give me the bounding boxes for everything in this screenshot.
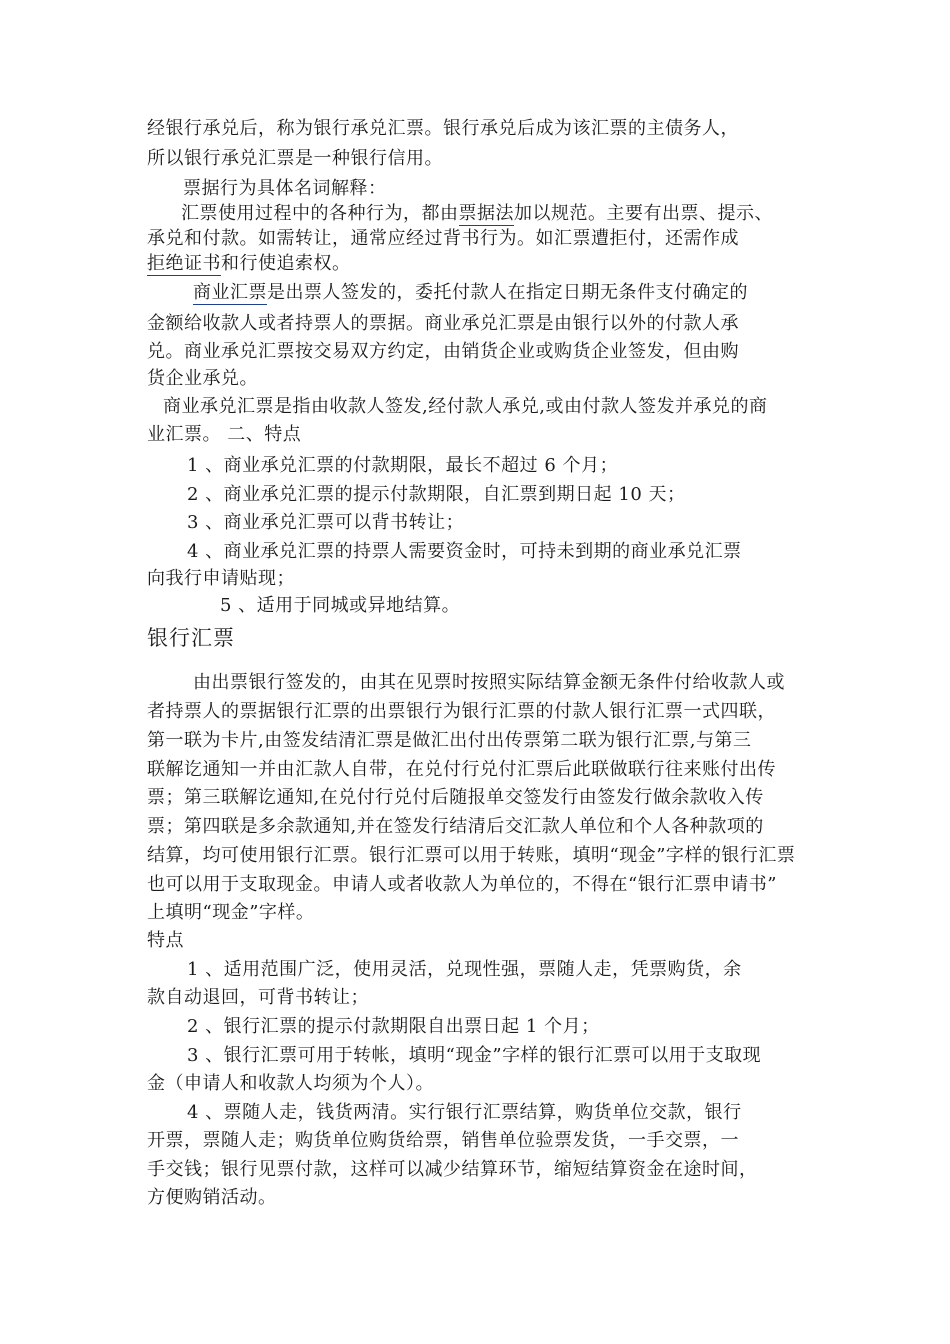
feature-item: 3 、商业承兑汇票可以背书转让； [187,512,465,533]
feature-item: 方便购销活动。 [147,1187,277,1208]
paragraph-line: 票；第四联是多余款通知,并在签发行结清后交汇款人单位和个人各种款项的 [147,816,764,837]
paragraph-line [193,282,748,304]
paragraph-line: 承兑和付款。如需转让，通常应经过背书行为。如汇票遭拒付，还需作成 [147,228,739,249]
paragraph-line: 经银行承兑后，称为银行承兑汇票。银行承兑后成为该汇票的主债务人， [147,118,739,139]
paragraph-line: 结算，均可使用银行汇票。银行汇票可以用于转账，填明“现金”字样的银行汇票 [147,845,796,866]
paragraph-line: 者持票人的票据银行汇票的出票银行为银行汇票的付款人银行汇票一式四联， [147,701,776,722]
feature-item: 2 、银行汇票的提示付款期限自出票日起 1 个月； [187,1016,600,1037]
paragraph-line: 联解讫通知一并由汇款人自带，在兑付行兑付汇票后此联做联行往来账付出传 [147,759,776,780]
text-run: 汇票使用过程中的各种行为，都由 [181,203,459,224]
feature-item: 开票，票随人走；购货单位购货给票，销售单位验票发货，一手交票，一 [147,1130,739,1151]
paragraph-line: 兑。商业承兑汇票按交易双方约定，由销货企业或购货企业签发，但由购 [147,341,739,362]
section-heading: 银行汇票 [147,626,235,650]
subheading: 特点 [147,930,184,951]
paragraph-line: 票；第三联解讫通知,在兑付行兑付后随报单交签发行由签发行做余款收入传 [147,787,764,808]
feature-item: 2 、商业承兑汇票的提示付款期限，自汇票到期日起 10 天； [187,484,686,505]
link-shangye-huipiao[interactable]: 商业汇票 [193,282,267,303]
paragraph-line: 金额给收款人或者持票人的票据。商业承兑汇票是由银行以外的付款人承 [147,313,739,334]
feature-item: 向我行申请贴现； [147,568,295,589]
paragraph-line [181,203,773,225]
feature-item: 手交钱；银行见票付款，这样可以减少结算环节，缩短结算资金在途时间， [147,1159,758,1180]
feature-item: 4 、票随人走，钱货两清。实行银行汇票结算，购货单位交款，银行 [187,1102,742,1123]
paragraph-line: 第一联为卡片,由签发结清汇票是做汇出付出传票第二联为银行汇票,与第三 [147,730,752,751]
paragraph-line: 商业承兑汇票是指由收款人签发,经付款人承兑,或由付款人签发并承兑的商 [163,396,768,417]
paragraph-line: 货企业承兑。 [147,368,258,389]
text-run: 和行使追索权。 [221,253,351,274]
feature-item: 1 、商业承兑汇票的付款期限，最长不超过 6 个月； [187,455,619,476]
paragraph-line: 上填明“现金”字样。 [147,902,315,923]
text-run: 加以规范。主要有出票、提示、 [514,203,773,224]
paragraph-line: 业汇票。 二、特点 [147,424,302,445]
paragraph-line: 由出票银行签发的，由其在见票时按照实际结算金额无条件付给收款人或 [193,672,785,693]
text-run: 是出票人签发的，委托付款人在指定日期无条件支付确定的 [267,282,748,303]
paragraph-line: 所以银行承兑汇票是一种银行信用。 [147,148,443,169]
feature-item: 4 、商业承兑汇票的持票人需要资金时，可持未到期的商业承兑汇票 [187,541,742,562]
feature-item: 金（申请人和收款人均须为个人）。 [147,1073,434,1094]
feature-item: 5 、适用于同城或异地结算。 [220,595,461,616]
paragraph-line: 也可以用于支取现金。申请人或者收款人为单位的，不得在“银行汇票申请书” [147,874,777,895]
feature-item: 1 、适用范围广泛，使用灵活，兑现性强，票随人走，凭票购货，余 [187,959,742,980]
link-piaojufa[interactable]: 票据法 [458,203,514,224]
paragraph-line: 票据行为具体名词解释： [183,178,387,199]
paragraph-line [147,253,351,275]
link-jujue-zhengshu[interactable]: 拒绝证书 [147,253,221,274]
feature-item: 款自动退回，可背书转让； [147,987,369,1008]
feature-item: 3 、银行汇票可用于转帐，填明“现金”字样的银行汇票可以用于支取现 [187,1045,762,1066]
